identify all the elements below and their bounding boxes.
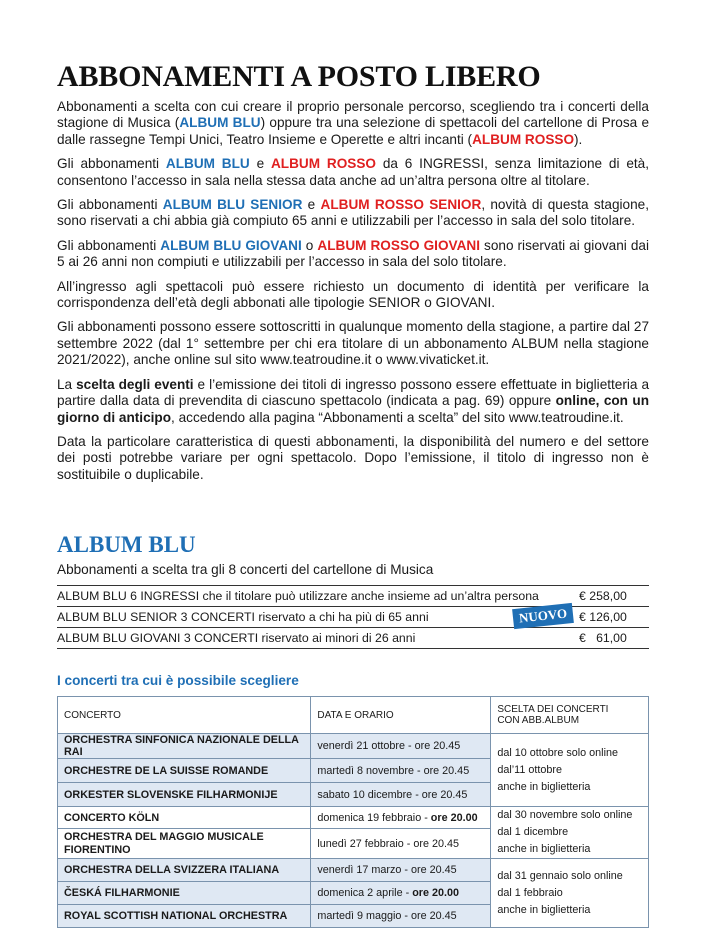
price-value: € 126,00 xyxy=(579,610,627,625)
concert-date: domenica 2 aprile - ore 20.00 xyxy=(311,882,491,905)
album-blu-subtitle: Abbonamenti a scelta tra gli 8 concerti del cartellone di Musica xyxy=(57,562,434,578)
sale-info: dal 30 novembre solo online dal 1 dicembre anche in biglietteria xyxy=(491,807,649,859)
availability-paragraph: Data la particolare caratteristica di questi abbonamenti, la disponibilità del numero e del settore dei posti potrebbe variare per ogni spettacolo. Dopo l’emissione, il titolo di ingresso non è sostituibile o duplicabile. xyxy=(57,433,649,482)
concert-date: martedì 9 maggio - ore 20.45 xyxy=(311,905,491,928)
concert-name: ORCHESTRA SINFONICA NAZIONALE DELLA RAI xyxy=(58,734,311,759)
album-blu-heading: ALBUM BLU xyxy=(57,532,196,558)
intro-paragraph: Abbonamenti a scelta con cui creare il proprio personale percorso, scegliendo tra i concerti della stagione di Musica (ALBUM BLU) oppure tra una selezione di spettacoli del cartellone di Prosa e dalle rassegne Tempi Unici, Teatro Insieme e Operette e altri incanti (ALBUM ROSSO). xyxy=(57,99,650,147)
senior-paragraph: Gli abbonamenti ALBUM BLU SENIOR e ALBUM ROSSO SENIOR, novità di questa stagione, sono riservati a chi abbia già compiuto 65 anni e utilizzabili per l’accesso in sala del solo titolare. xyxy=(57,197,649,229)
concert-name: ORKESTER SLOVENSKE FILHARMONIJE xyxy=(58,783,311,807)
concert-name: ORCHESTRA DELLA SVIZZERA ITALIANA xyxy=(58,859,311,882)
event-choice-paragraph: La scelta degli eventi e l’emissione dei titoli di ingresso possono essere effettuate in biglietteria a partire dalla data di prevendita di ciascuno spettacolo (indicata a pag. 69) oppure online, con un giorno di anticipo, accedendo alla pagina “Abbonamenti a scelta” del sito www.teatroudine.it. xyxy=(57,376,650,425)
price-label: ALBUM BLU SENIOR 3 CONCERTI riservato a chi ha più di 65 anni xyxy=(57,610,429,625)
page-content xyxy=(57,58,649,928)
concert-date: lunedì 27 febbraio - ore 20.45 xyxy=(311,829,491,859)
table-row xyxy=(58,734,649,759)
identity-paragraph: All’ingresso agli spettacoli può essere richiesto un documento di identità per verificare la corrispondenza dell’età degli abbonati alle tipologie SENIOR o GIOVANI. xyxy=(57,278,649,311)
price-list xyxy=(57,585,649,649)
header-data: DATA E ORARIO xyxy=(311,697,491,734)
concert-name: ROYAL SCOTTISH NATIONAL ORCHESTRA xyxy=(58,905,311,928)
concert-date: martedì 8 novembre - ore 20.45 xyxy=(311,759,491,783)
table-row xyxy=(58,859,649,882)
new-badge: NUOVO xyxy=(512,603,574,629)
purchase-paragraph: Gli abbonamenti possono essere sottoscritti in qualunque momento della stagione, a partire dal 27 settembre 2022 (dal 1° settembre per chi era titolare di un abbonamento ALBUM nella stagione 2021/2022), anche online sul sito www.teatroudine.it o www.vivaticket.it. xyxy=(57,319,649,368)
price-row xyxy=(57,607,649,628)
sale-info: dal 10 ottobre solo online dal’11 ottobre anche in biglietteria xyxy=(491,734,649,807)
price-row xyxy=(57,628,649,649)
concert-date: venerdì 21 ottobre - ore 20.45 xyxy=(311,734,491,759)
sale-info: dal 31 gennaio solo online dal 1 febbraio anche in biglietteria xyxy=(491,859,649,928)
page-title: ABBONAMENTI A POSTO LIBERO xyxy=(57,60,541,93)
concert-name: ČESKÁ FILHARMONIE xyxy=(58,882,311,905)
table-row xyxy=(58,807,649,829)
concert-table xyxy=(57,696,649,928)
concert-name: ORCHESTRE DE LA SUISSE ROMANDE xyxy=(58,759,311,783)
price-label: ALBUM BLU GIOVANI 3 CONCERTI riservato ai minori di 26 anni xyxy=(57,631,416,646)
concert-name: CONCERTO KÖLN xyxy=(58,807,311,829)
concert-date: sabato 10 dicembre - ore 20.45 xyxy=(311,783,491,807)
giovani-paragraph: Gli abbonamenti ALBUM BLU GIOVANI o ALBUM ROSSO GIOVANI sono riservati ai giovani dai 5 ai 26 anni non compiuti e utilizzabili per l’accesso in sala del solo titolare. xyxy=(57,237,649,270)
concert-date: venerdì 17 marzo - ore 20.45 xyxy=(311,859,491,882)
price-value: € 258,00 xyxy=(579,589,627,604)
concert-name: ORCHESTRA DEL MAGGIO MUSICALE FIORENTINO xyxy=(58,829,311,859)
table-header-row xyxy=(58,697,649,734)
six-entries-paragraph: Gli abbonamenti ALBUM BLU e ALBUM ROSSO da 6 INGRESSI, senza limitazione di età, consentono l’accesso in sala nella stessa data anche ad un’altra persona oltre al titolare. xyxy=(57,156,649,188)
price-label: ALBUM BLU 6 INGRESSI che il titolare può utilizzare anche insieme ad un’altra persona xyxy=(57,589,539,604)
header-concerto: CONCERTO xyxy=(58,697,311,734)
header-scelta: SCELTA DEI CONCERTI CON ABB.ALBUM xyxy=(491,697,649,734)
concert-date: domenica 19 febbraio - ore 20.00 xyxy=(311,807,491,829)
price-value: € 61,00 xyxy=(579,631,627,646)
concert-list-heading: I concerti tra cui è possibile scegliere xyxy=(57,673,299,689)
